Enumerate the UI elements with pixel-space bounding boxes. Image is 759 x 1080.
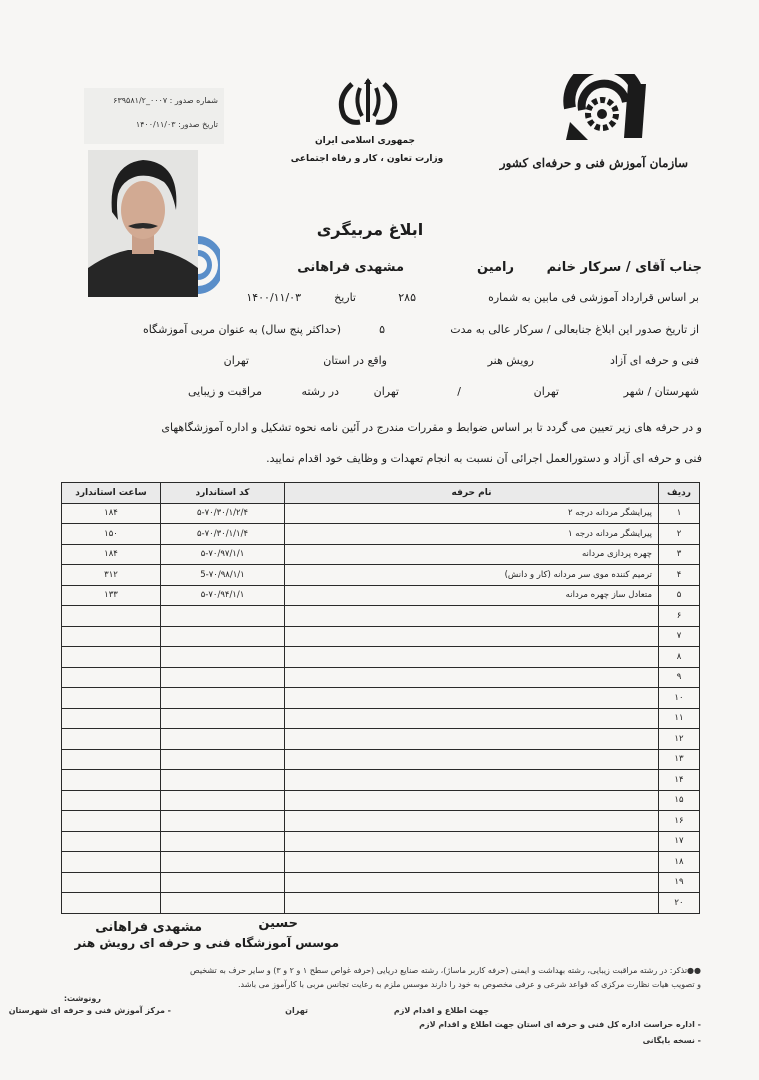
profession-name <box>285 872 659 893</box>
standard-hours <box>62 770 161 791</box>
city-slash: / <box>457 385 461 398</box>
standard-hours <box>62 831 161 852</box>
paragraph-line-2: فنی و حرفه ای آزاد و دستورالعمل اجرائی آن نسبت به انجام تعهدات و وظایف خود اقدام نمایید. <box>266 452 702 465</box>
standard-code <box>161 729 285 750</box>
profession-name <box>285 606 659 627</box>
standard-code: 5-۷۰/۹۸/۱/۱ <box>161 565 285 586</box>
table-row <box>62 811 700 832</box>
contract-label: بر اساس قرارداد آموزشی فی مابین به شماره <box>488 291 699 304</box>
standard-hours <box>62 688 161 709</box>
field-label: در رشته <box>301 385 339 398</box>
profession-name <box>285 708 659 729</box>
issue-number-line <box>113 96 218 105</box>
table-row <box>62 770 700 791</box>
table-row <box>62 852 700 873</box>
profession-name <box>285 893 659 914</box>
standard-hours <box>62 708 161 729</box>
profession-name <box>285 729 659 750</box>
standard-code <box>161 872 285 893</box>
standard-code <box>161 647 285 668</box>
standard-hours <box>62 790 161 811</box>
standard-hours <box>62 811 161 832</box>
table-row <box>62 688 700 709</box>
iran-emblem-icon <box>334 78 402 126</box>
profession-name <box>285 688 659 709</box>
row-number: ۱۷ <box>659 831 700 852</box>
row-number: ۱۸ <box>659 852 700 873</box>
province: تهران <box>223 354 249 367</box>
row-number: ۳ <box>659 544 700 565</box>
institute-name: موسس آموزشگاه فنی و حرفه ای رویش هنر <box>74 936 339 950</box>
table-row <box>62 729 700 750</box>
standard-hours <box>62 667 161 688</box>
profession-name <box>285 831 659 852</box>
gov-line-1: جمهوری اسلامی ایران <box>314 136 416 146</box>
table-row <box>62 749 700 770</box>
school-name: رویش هنر <box>487 354 534 367</box>
standard-code: ۵-۷۰/۳۰/۱/۲/۴ <box>161 503 285 524</box>
row-number: ۲ <box>659 524 700 545</box>
row-number: ۱۵ <box>659 790 700 811</box>
standard-hours: ۳۱۲ <box>62 565 161 586</box>
standard-hours <box>62 626 161 647</box>
table-row <box>62 544 700 565</box>
standard-hours <box>62 872 161 893</box>
paragraph-line-1: و در حرفه های زیر تعیین می گردد تا بر اساس ضوابط و مقررات مندرج در آئین نامه نحوه تشکیل و اداره آموزشگاههای <box>161 421 702 434</box>
table-row <box>62 893 700 914</box>
cc-line-3: - نسخه بایگانی <box>642 1036 701 1045</box>
standard-code <box>161 852 285 873</box>
issue-info-box <box>84 88 224 144</box>
issue-number-value: ۰۰۰۷_۶۳۹۵۸۱/۲ <box>113 96 168 105</box>
contract-date: ۱۴۰۰/۱۱/۰۳ <box>246 291 301 304</box>
school-type-label: فنی و حرفه ای آزاد <box>609 354 699 367</box>
row-number: ۲۰ <box>659 893 700 914</box>
standard-code <box>161 667 285 688</box>
table-row <box>62 647 700 668</box>
province-label: واقع در استان <box>323 354 387 367</box>
row-number: ۱۰ <box>659 688 700 709</box>
table-row <box>62 790 700 811</box>
table-row <box>62 872 700 893</box>
standard-hours <box>62 729 161 750</box>
duration-note: (حداکثر پنج سال) به عنوان مربی آموزشگاه <box>142 323 341 336</box>
last-name: مشهدی فراهانی <box>297 260 404 275</box>
profession-name: پیرایشگر مردانه درجه ۱ <box>285 524 659 545</box>
from-label: از تاریخ صدور این ابلاغ جنابعالی / سرکار عالی به مدت <box>450 323 699 336</box>
signer-first-name: حسین <box>258 916 298 931</box>
row-number: ۱۹ <box>659 872 700 893</box>
row-number: ۹ <box>659 667 700 688</box>
standard-hours: ۱۵۰ <box>62 524 161 545</box>
contract-number: ۲۸۵ <box>398 291 416 304</box>
row-number: ۱۳ <box>659 749 700 770</box>
table-row <box>62 503 700 524</box>
salutation: جناب آقای / سرکار خانم <box>546 260 702 275</box>
blue-logo-fragment-icon <box>198 236 220 294</box>
table-row <box>62 585 700 606</box>
row-number: ۵ <box>659 585 700 606</box>
standard-code: ۵-۷۰/۹۷/۱/۱ <box>161 544 285 565</box>
standard-code <box>161 688 285 709</box>
row-number: ۶ <box>659 606 700 627</box>
standard-hours <box>62 647 161 668</box>
profession-name <box>285 852 659 873</box>
standard-code <box>161 770 285 791</box>
duration: ۵ <box>379 323 385 336</box>
table-row <box>62 524 700 545</box>
table-row <box>62 565 700 586</box>
cc-line-1-city: تهران <box>285 1006 308 1015</box>
standard-hours: ۱۳۳ <box>62 585 161 606</box>
profession-name <box>285 647 659 668</box>
gov-line-2: وزارت تعاون ، کار و رفاه اجتماعی <box>290 154 444 164</box>
standard-code <box>161 831 285 852</box>
table-row <box>62 626 700 647</box>
org-name: سازمان آموزش فنی و حرفه‌ای کشور <box>499 156 688 170</box>
standard-code <box>161 811 285 832</box>
cc-line-1-action: جهت اطلاع و اقدام لازم <box>393 1006 489 1015</box>
profession-name: پیرایشگر مردانه درجه ۲ <box>285 503 659 524</box>
row-number: ۱۱ <box>659 708 700 729</box>
applicant-photo <box>88 150 198 297</box>
cc-line-2: - اداره حراست اداره کل فنی و حرفه ای استان جهت اطلاع و اقدام لازم <box>419 1020 701 1029</box>
table-header-row <box>62 483 700 504</box>
header-profession-name: نام حرفه <box>285 483 659 504</box>
standard-code <box>161 626 285 647</box>
profession-name: چهره پردازی مردانه <box>285 544 659 565</box>
row-number: ۱۴ <box>659 770 700 791</box>
county: تهران <box>533 385 559 398</box>
profession-name <box>285 626 659 647</box>
standard-code <box>161 790 285 811</box>
standard-code: ۵-۷۰/۳۰/۱/۱/۴ <box>161 524 285 545</box>
issue-date-value: ۱۴۰۰/۱۱/۰۳ <box>135 120 176 129</box>
cc-line-1: - مرکز آموزش فنی و حرفه ای شهرستان <box>8 1006 171 1015</box>
standard-hours <box>62 749 161 770</box>
standard-code <box>161 606 285 627</box>
city-label: شهرستان / شهر <box>623 385 699 398</box>
contract-date-label: تاریخ <box>334 291 356 304</box>
profession-name <box>285 667 659 688</box>
first-name: رامین <box>477 260 514 275</box>
standard-hours: ۱۸۴ <box>62 544 161 565</box>
signer-last-name: مشهدی فراهانی <box>95 920 202 935</box>
table-row <box>62 606 700 627</box>
row-number: ۱۶ <box>659 811 700 832</box>
header-standard-code: کد استاندارد <box>161 483 285 504</box>
professions-table <box>61 482 700 914</box>
issue-number-label: شماره صدور : <box>169 96 218 105</box>
note-line-1: ●●تذکر: در رشته مراقبت زیبایی، رشته بهداشت و ایمنی (حرفه کاربر ماساژ)، رشته صنایع دریایی (حرفه غواص سطح ۱ و ۲ و ۳) و سایر حرف به تشخیص <box>190 966 701 975</box>
standard-hours <box>62 893 161 914</box>
table-row <box>62 831 700 852</box>
row-number: ۱۲ <box>659 729 700 750</box>
profession-name <box>285 749 659 770</box>
city: تهران <box>373 385 399 398</box>
row-number: ۴ <box>659 565 700 586</box>
profession-name: ترمیم کننده موی سر مردانه (کار و دانش) <box>285 565 659 586</box>
standard-code <box>161 749 285 770</box>
standard-code <box>161 893 285 914</box>
row-number: ۷ <box>659 626 700 647</box>
row-number: ۱ <box>659 503 700 524</box>
tvto-logo-icon <box>562 74 658 146</box>
standard-hours: ۱۸۴ <box>62 503 161 524</box>
profession-name <box>285 770 659 791</box>
profession-name <box>285 790 659 811</box>
profession-name: متعادل ساز چهره مردانه <box>285 585 659 606</box>
standard-code <box>161 708 285 729</box>
document-title: ابلاغ مربیگری <box>316 220 424 239</box>
table-row <box>62 708 700 729</box>
standard-hours <box>62 606 161 627</box>
profession-name <box>285 811 659 832</box>
standard-hours <box>62 852 161 873</box>
field: مراقبت و زیبایی <box>188 385 262 398</box>
issue-date-label: تاریخ صدور: <box>178 120 218 129</box>
standard-code: ۵-۷۰/۹۴/۱/۱ <box>161 585 285 606</box>
issue-date-line <box>136 120 218 129</box>
portrait-image <box>88 150 198 297</box>
table-row <box>62 667 700 688</box>
row-number: ۸ <box>659 647 700 668</box>
cc-label: رونوشت: <box>63 994 101 1003</box>
header-standard-hours: ساعت استاندارد <box>62 483 161 504</box>
header-row-number: ردیف <box>659 483 700 504</box>
note-line-2: و تصویب هیات نظارت مرکزی که قواعد شرعی و عرفی مخصوص به خود را دارند موسس ملزم به رعایت تجانس مربی با کارآموز می باشد. <box>237 980 701 989</box>
